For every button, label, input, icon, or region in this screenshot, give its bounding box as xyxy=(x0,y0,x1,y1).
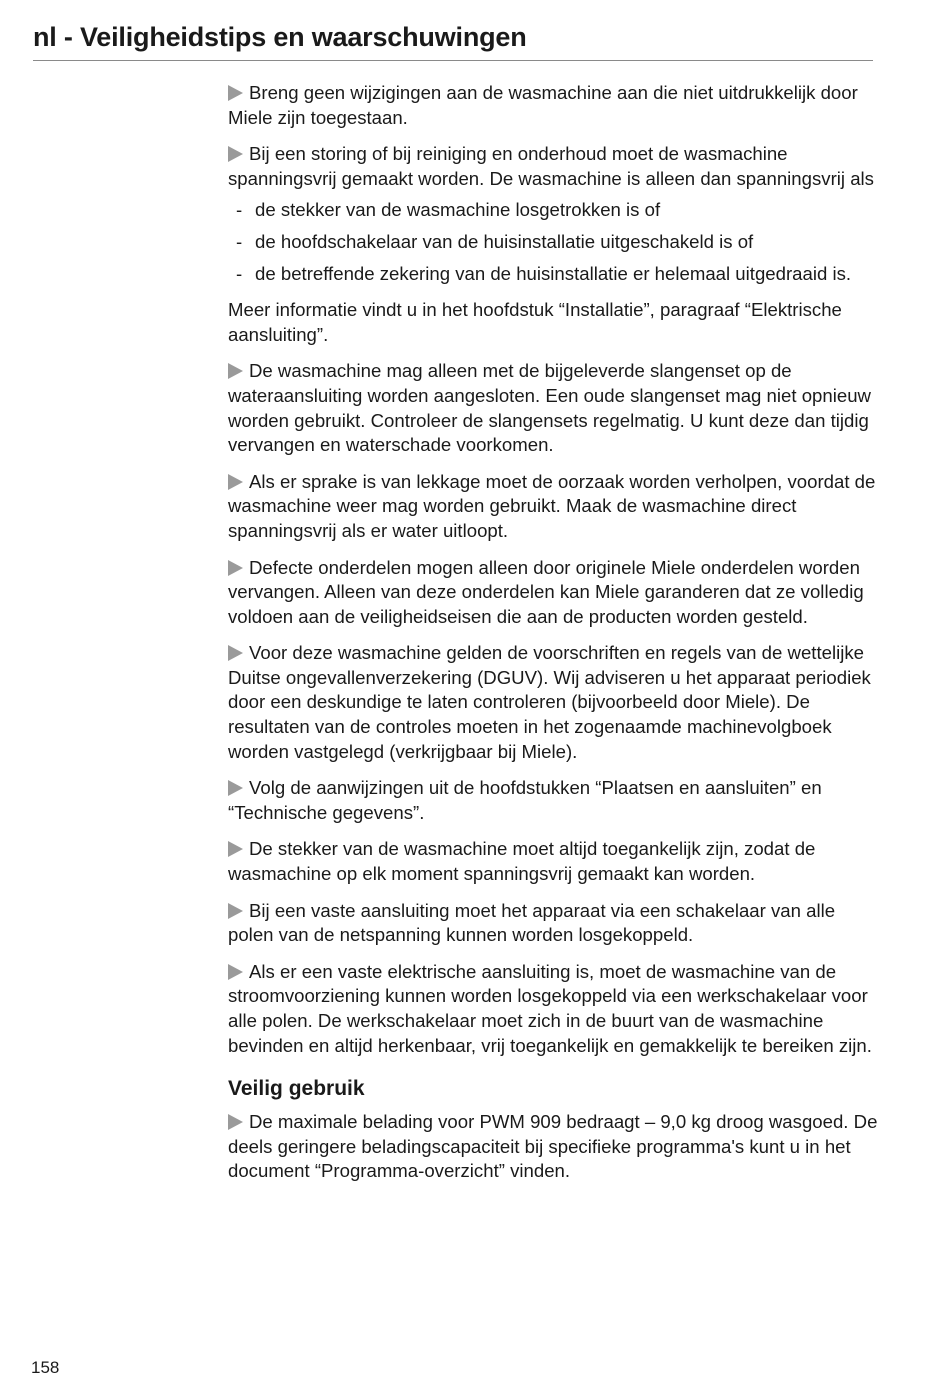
arrow-bullet-icon xyxy=(228,645,243,661)
dash-bullet-icon: - xyxy=(236,262,243,284)
arrow-bullet-icon xyxy=(228,560,243,576)
arrow-bullet-icon xyxy=(228,146,243,162)
tip-text: Bij een vaste aansluiting moet het apparaat via een schakelaar van alle polen van de netspanning kunnen worden losgekoppeld. xyxy=(228,899,836,946)
tip-paragraph xyxy=(228,359,878,457)
list-item-text: de stekker van de wasmachine losgetrokken is of xyxy=(255,199,661,221)
tip-text: De wasmachine mag alleen met de bijgeleverde slangenset op de wateraansluiting worden aangesloten. Een oude slangenset mag niet opnieuw worden gebruikt. Controleer de slangensets regelmatig. U kunt deze dan tijdig vervangen en waterschade voorkomen. xyxy=(228,360,871,456)
tip-paragraph xyxy=(228,776,878,825)
page-title: nl - Veiligheidstips en waarschuwingen xyxy=(33,22,527,52)
tip-paragraph xyxy=(228,81,878,130)
arrow-bullet-icon xyxy=(228,474,243,490)
arrow-bullet-icon xyxy=(228,1114,243,1130)
list-item-text: de hoofdschakelaar van de huisinstallatie uitgeschakeld is of xyxy=(255,230,754,252)
tip-paragraph xyxy=(228,556,878,630)
tip-text: Volg de aanwijzingen uit de hoofdstukken “Plaatsen en aansluiten” en “Technische gegevens”. xyxy=(228,777,822,823)
section-heading: Veilig gebruik xyxy=(228,1077,365,1101)
dash-bullet-icon: - xyxy=(236,199,243,221)
tip-paragraph xyxy=(228,899,878,948)
list-item xyxy=(228,198,878,223)
tip-paragraph xyxy=(228,960,878,1058)
arrow-bullet-icon xyxy=(228,780,243,796)
list-item xyxy=(228,262,878,287)
tip-text: Als er een vaste elektrische aansluiting is, moet de wasmachine van de stroomvoorziening kunnen worden losgekoppeld via een werkschakelaar voor alle polen. De werkschakelaar moet zich in de buurt van de wasmachine bevinden en altijd herkenbaar, vrij toegankelijk en gemakkelijk te bereiken zijn. xyxy=(228,960,872,1056)
tip-paragraph xyxy=(228,1110,878,1184)
tip-text: Voor deze wasmachine gelden de voorschriften en regels van de wettelijke Duitse ongevallenverzekering (DGUV). Wij adviseren u het apparaat periodiek door een deskundige te laten controleren (bijvoorbeeld door Miele). De resultaten van de controles moeten in het zogenaamde machinevolgboek worden vastgelegd (verkrijgbaar bij Miele). xyxy=(228,642,871,762)
tip-paragraph xyxy=(228,142,878,191)
tip-paragraph xyxy=(228,470,878,544)
tip-text: Defecte onderdelen mogen alleen door originele Miele onderdelen worden vervangen. Alleen van deze onderdelen kan Miele garanderen dat ze volledig voldoen aan de veiligheidseisen die aan de producten worden gesteld. xyxy=(228,556,864,627)
list-item-text: de betreffende zekering van de huisinstallatie er helemaal uitgedraaid is. xyxy=(255,262,852,284)
tip-text: De stekker van de wasmachine moet altijd toegankelijk zijn, zodat de wasmachine op elk moment spanningsvrij gemaakt kan worden. xyxy=(228,838,816,885)
tip-text: Bij een storing of bij reiniging en onderhoud moet de wasmachine spanningsvrij gemaakt worden. De wasmachine is alleen dan spanningsvrij als xyxy=(228,143,874,189)
dash-bullet-icon: - xyxy=(236,230,243,252)
page-number: 158 xyxy=(31,1358,60,1377)
content-column xyxy=(228,81,878,1196)
arrow-bullet-icon xyxy=(228,363,243,379)
arrow-bullet-icon xyxy=(228,964,243,980)
tip-paragraph xyxy=(228,837,878,886)
dash-list xyxy=(228,198,878,286)
list-item xyxy=(228,230,878,255)
arrow-bullet-icon xyxy=(228,841,243,857)
page-header xyxy=(33,20,873,61)
info-paragraph: Meer informatie vindt u in het hoofdstuk “Installatie”, paragraaf “Elektrische aansluiting”. xyxy=(228,299,842,345)
tip-text: Als er sprake is van lekkage moet de oorzaak worden verholpen, voordat de wasmachine weer mag worden gebruikt. Maak de wasmachine direct spanningsvrij als er water uitloopt. xyxy=(228,470,876,541)
tip-paragraph xyxy=(228,641,878,764)
tip-text: De maximale belading voor PWM 909 bedraagt – 9,0 kg droog wasgoed. De deels geringere beladingscapaciteit bij specifieke programma's kunt u in het document “Programma-overzicht” vinden. xyxy=(228,1111,878,1182)
tip-text: Breng geen wijzigingen aan de wasmachine aan die niet uitdrukkelijk door Miele zijn toegestaan. xyxy=(228,82,858,128)
arrow-bullet-icon xyxy=(228,85,243,101)
arrow-bullet-icon xyxy=(228,903,243,919)
